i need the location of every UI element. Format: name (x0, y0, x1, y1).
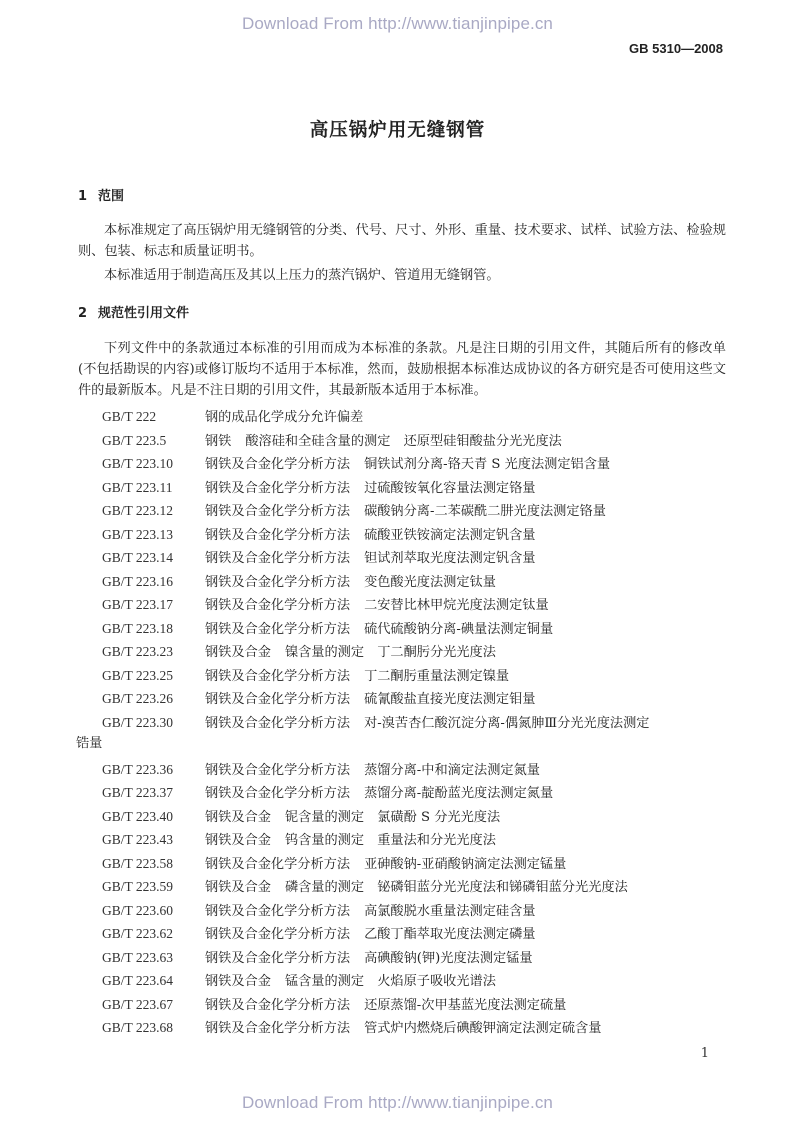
reference-category: 钢铁及合金化学分析方法 (205, 457, 351, 472)
reference-continuation: 锆量 (76, 735, 103, 751)
reference-category: 钢铁 (205, 433, 232, 449)
section-1-paragraph-2: 本标准适用于制造高压及其以上压力的蒸汽锅炉、管道用无缝钢管。 (104, 268, 500, 283)
reference-item (102, 947, 726, 969)
section-2-paragraph-1: 下列文件中的条款通过本标准的引用而成为本标准的条款。凡是注日期的引用文件，其随后所有的修改单(不包括勘误的内容)或修订版均不适用于本标准，然而，鼓励根据本标准达成协议的各方研究是否可使用这些文件的最新版本。凡是不注日期的引用文件，其最新版本适用于本标准。 (78, 341, 726, 398)
reference-title: 磷含量的测定 铋磷钼蓝分光光度法和锑磷钼蓝分光光度法 (284, 880, 628, 895)
reference-code: GB/T 223.11 (102, 479, 173, 495)
reference-item (102, 876, 726, 898)
reference-code: GB/T 223.64 (102, 973, 174, 988)
reference-code: GB/T 223.58 (102, 855, 174, 871)
reference-item (102, 900, 726, 922)
reference-category: 钢铁及合金化学分析方法 (205, 621, 351, 637)
reference-item (102, 1017, 726, 1039)
reference-category: 钢铁及合金化学分析方法 (205, 950, 351, 966)
reference-code: GB/T 223.37 (102, 785, 174, 800)
reference-category: 钢铁及合金化学分析方法 (205, 480, 351, 496)
section-1-heading (78, 185, 124, 204)
reference-category: 钢铁及合金 (205, 809, 271, 825)
reference-code: GB/T 223.25 (102, 667, 174, 683)
reference-code: GB/T 223.68 (102, 1020, 174, 1035)
reference-title: 镍含量的测定 丁二酮肟分光光度法 (284, 645, 496, 660)
reference-title: 钨含量的测定 重量法和分光光度法 (284, 833, 496, 848)
reference-title: 酸溶硅和全硅含量的测定 还原型硅钼酸盐分光光度法 (245, 433, 562, 449)
reference-code: GB/T 223.36 (102, 761, 174, 777)
reference-code: GB/T 223.23 (102, 644, 174, 659)
reference-category: 钢铁及合金化学分析方法 (205, 504, 351, 519)
reference-item (102, 923, 726, 945)
reference-item (102, 994, 726, 1016)
reference-item (102, 477, 726, 499)
reference-title: 锰含量的测定 火焰原子吸收光谱法 (284, 974, 496, 989)
reference-title: 碳酸钠分离-二苯碳酰二肼光度法测定铬量 (364, 504, 606, 519)
reference-item (102, 524, 726, 546)
reference-code: GB/T 223.40 (102, 808, 174, 824)
reference-item (102, 406, 726, 428)
document-title: 高压锅炉用无缝钢管 (309, 120, 486, 141)
reference-title: 乙酸丁酯萃取光度法测定磷量 (364, 927, 536, 942)
reference-item (102, 571, 726, 593)
reference-item (102, 829, 726, 851)
reference-category: 钢铁及合金化学分析方法 (205, 527, 351, 543)
section-number: 1 (78, 189, 88, 204)
reference-item (102, 641, 726, 663)
reference-category: 钢铁及合金化学分析方法 (205, 762, 351, 778)
reference-category: 钢铁及合金化学分析方法 (205, 668, 351, 684)
reference-title: 铌含量的测定 氯磺酚 S 分光光度法 (284, 809, 501, 825)
reference-code: GB/T 223.18 (102, 620, 174, 636)
reference-item (102, 665, 726, 687)
reference-category: 钢铁及合金化学分析方法 (205, 903, 351, 919)
watermark-bottom: Download From http://www.tianjinpipe.cn (242, 1093, 553, 1112)
watermark-top: Download From http://www.tianjinpipe.cn (242, 14, 553, 33)
reference-title: 蒸馏分离-中和滴定法测定氮量 (364, 762, 540, 778)
reference-title: 管式炉内燃烧后碘酸钾滴定法测定硫含量 (364, 1021, 602, 1036)
section-2-heading (78, 302, 189, 321)
reference-code: GB/T 223.60 (102, 902, 174, 918)
reference-code: GB/T 223.63 (102, 949, 174, 965)
reference-code: GB/T 223.26 (102, 691, 174, 706)
reference-code: GB/T 223.16 (102, 573, 174, 589)
reference-item (102, 453, 726, 475)
reference-category: 钢铁及合金化学分析方法 (205, 997, 351, 1013)
section-title: 规范性引用文件 (98, 306, 190, 321)
reference-item (102, 430, 726, 452)
reference-code: GB/T 223.62 (102, 926, 174, 941)
reference-category: 钢铁及合金化学分析方法 (205, 574, 351, 590)
reference-item (102, 547, 726, 569)
reference-code: GB/T 223.30 (102, 714, 174, 730)
reference-title: 钽试剂萃取光度法测定钒含量 (364, 551, 536, 566)
reference-code: GB/T 223.43 (102, 832, 174, 847)
reference-item (102, 759, 726, 781)
reference-title: 硫氰酸盐直接光度法测定钼量 (364, 692, 536, 707)
section-title: 范围 (98, 189, 125, 204)
reference-title: 还原蒸馏-次甲基蓝光度法测定硫量 (364, 997, 567, 1013)
reference-category: 钢铁及合金 (205, 974, 271, 989)
reference-title: 钢的成品化学成分允许偏差 (205, 410, 364, 425)
section-number: 2 (78, 306, 88, 321)
reference-category: 钢铁及合金化学分析方法 (205, 927, 351, 942)
reference-code: GB/T 223.5 (102, 432, 167, 448)
reference-title: 蒸馏分离-靛酚蓝光度法测定氮量 (364, 786, 554, 801)
reference-category: 钢铁及合金 (205, 880, 271, 895)
reference-item (102, 853, 726, 875)
reference-title: 变色酸光度法测定钛量 (364, 574, 496, 590)
reference-code: GB/T 223.59 (102, 879, 174, 894)
reference-code: GB/T 223.12 (102, 503, 174, 518)
reference-item (102, 594, 726, 616)
reference-title: 丁二酮肟重量法测定镍量 (364, 668, 510, 684)
section-1-paragraph-1: 本标准规定了高压锅炉用无缝钢管的分类、代号、尺寸、外形、重量、技术要求、试样、试验方法、检验规则、包装、标志和质量证明书。 (78, 223, 726, 259)
reference-code: GB/T 222 (102, 409, 157, 424)
reference-title: 硫酸亚铁铵滴定法测定钒含量 (364, 527, 536, 543)
reference-title: 二安替比林甲烷光度法测定钛量 (364, 598, 549, 613)
reference-code: GB/T 223.13 (102, 526, 174, 542)
reference-title: 过硫酸铵氧化容量法测定铬量 (364, 480, 536, 496)
reference-item (102, 782, 726, 804)
reference-code: GB/T 223.67 (102, 996, 174, 1012)
reference-title: 高碘酸钠(钾)光度法测定锰量 (364, 950, 533, 966)
reference-title: 高氯酸脱水重量法测定硅含量 (364, 903, 536, 919)
reference-item (102, 970, 726, 992)
reference-item (102, 688, 726, 710)
reference-code: GB/T 223.10 (102, 456, 174, 471)
reference-title: 对-溴苦杏仁酸沉淀分离-偶氮胂Ⅲ分光光度法测定 (364, 715, 650, 731)
reference-category: 钢铁及合金化学分析方法 (205, 598, 351, 613)
reference-category: 钢铁及合金 (205, 833, 271, 848)
standard-number: GB 5310—2008 (629, 41, 723, 56)
reference-item (102, 618, 726, 640)
reference-item (102, 806, 726, 828)
reference-item (76, 712, 726, 751)
reference-item (102, 500, 726, 522)
reference-category: 钢铁及合金化学分析方法 (205, 551, 351, 566)
reference-category: 钢铁及合金化学分析方法 (205, 692, 351, 707)
reference-category: 钢铁及合金化学分析方法 (205, 1021, 351, 1036)
reference-title: 亚砷酸钠-亚硝酸钠滴定法测定锰量 (364, 856, 567, 872)
reference-category: 钢铁及合金化学分析方法 (205, 786, 351, 801)
reference-category: 钢铁及合金化学分析方法 (205, 856, 351, 872)
reference-code: GB/T 223.14 (102, 550, 174, 565)
reference-title: 铜铁试剂分离-铬天青 S 光度法测定铝含量 (364, 457, 611, 472)
reference-category: 钢铁及合金化学分析方法 (205, 715, 351, 731)
reference-category: 钢铁及合金 (205, 645, 271, 660)
reference-code: GB/T 223.17 (102, 597, 174, 612)
reference-title: 硫代硫酸钠分离-碘量法测定铜量 (364, 621, 554, 637)
page-number: 1 (700, 1046, 709, 1061)
